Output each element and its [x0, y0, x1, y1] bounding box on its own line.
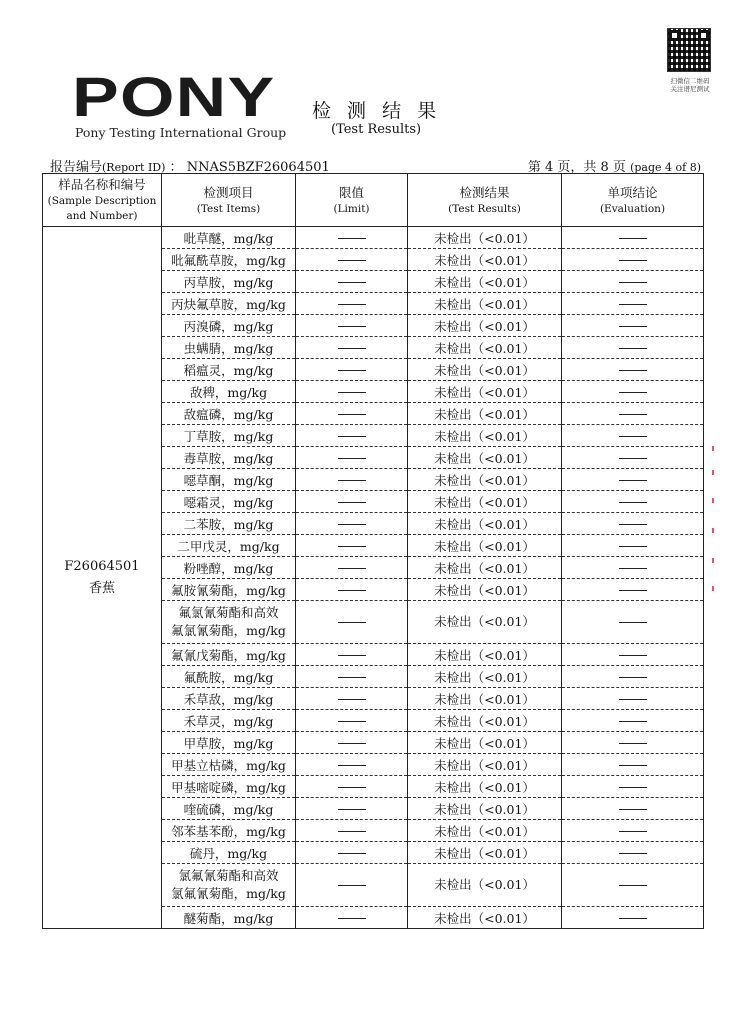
limit-value	[296, 293, 408, 315]
limit-value	[296, 754, 408, 776]
limit-value	[296, 601, 408, 644]
evaluation	[562, 381, 704, 403]
evaluation	[562, 907, 704, 929]
test-item: 甲草胺，mg/kg	[162, 732, 296, 754]
evaluation	[562, 425, 704, 447]
evaluation	[562, 864, 704, 907]
test-result: 未检出（<0.01）	[408, 579, 562, 601]
sample-cell	[43, 227, 162, 929]
test-result: 未检出（<0.01）	[408, 513, 562, 535]
limit-value	[296, 491, 408, 513]
test-item: 氟胺氰菊酯，mg/kg	[162, 579, 296, 601]
test-result: 未检出（<0.01）	[408, 359, 562, 381]
limit-value	[296, 666, 408, 688]
table-header-row	[43, 174, 704, 227]
limit-value	[296, 535, 408, 557]
test-result: 未检出（<0.01）	[408, 864, 562, 907]
test-result: 未检出（<0.01）	[408, 842, 562, 864]
evaluation	[562, 601, 704, 644]
test-result: 未检出（<0.01）	[408, 249, 562, 271]
report-id-separator: ：	[169, 160, 183, 175]
evaluation	[562, 842, 704, 864]
test-result: 未检出（<0.01）	[408, 425, 562, 447]
limit-value	[296, 776, 408, 798]
test-result: 未检出（<0.01）	[408, 403, 562, 425]
test-result: 未检出（<0.01）	[408, 798, 562, 820]
evaluation	[562, 754, 704, 776]
test-item: 丙炔氟草胺，mg/kg	[162, 293, 296, 315]
limit-value	[296, 688, 408, 710]
limit-value	[296, 820, 408, 842]
evaluation	[562, 315, 704, 337]
limit-value	[296, 644, 408, 666]
test-item: 禾草灵，mg/kg	[162, 710, 296, 732]
evaluation	[562, 732, 704, 754]
limit-value	[296, 403, 408, 425]
table-row	[43, 227, 704, 249]
page-number-en: (page 4 of 8)	[630, 161, 701, 174]
test-item: 氟氰戊菊酯，mg/kg	[162, 644, 296, 666]
qr-caption: 扫微信二维码 关注谱尼测试	[670, 77, 710, 93]
page-number-cn: 第 4 页，共 8 页	[527, 160, 626, 175]
evaluation	[562, 359, 704, 381]
limit-value	[296, 732, 408, 754]
test-item: 硫丹，mg/kg	[162, 842, 296, 864]
evaluation	[562, 688, 704, 710]
logo-wordmark: PONY	[72, 65, 276, 128]
test-item: 禾草敌，mg/kg	[162, 688, 296, 710]
limit-value	[296, 227, 408, 249]
report-id-value: NNAS5BZF26064501	[186, 160, 330, 175]
test-result: 未检出（<0.01）	[408, 381, 562, 403]
test-item: 吡草醚，mg/kg	[162, 227, 296, 249]
evaluation	[562, 557, 704, 579]
limit-value	[296, 381, 408, 403]
test-result: 未检出（<0.01）	[408, 469, 562, 491]
test-result: 未检出（<0.01）	[408, 227, 562, 249]
evaluation	[562, 249, 704, 271]
evaluation	[562, 579, 704, 601]
test-result: 未检出（<0.01）	[408, 907, 562, 929]
test-result: 未检出（<0.01）	[408, 601, 562, 644]
test-item: 二甲戊灵，mg/kg	[162, 535, 296, 557]
limit-value	[296, 798, 408, 820]
test-result: 未检出（<0.01）	[408, 776, 562, 798]
test-result: 未检出（<0.01）	[408, 666, 562, 688]
test-result: 未检出（<0.01）	[408, 535, 562, 557]
evaluation	[562, 535, 704, 557]
scan-artifact-marks	[712, 440, 718, 600]
limit-value	[296, 359, 408, 381]
results-table	[42, 173, 704, 929]
test-item: 虫螨腈，mg/kg	[162, 337, 296, 359]
evaluation	[562, 227, 704, 249]
limit-value	[296, 447, 408, 469]
evaluation	[562, 776, 704, 798]
test-item: 甲基嘧啶磷，mg/kg	[162, 776, 296, 798]
test-result: 未检出（<0.01）	[408, 337, 562, 359]
header-sample: 样品名称和编号 (Sample Description and Number)	[43, 174, 162, 227]
limit-value	[296, 710, 408, 732]
test-result: 未检出（<0.01）	[408, 688, 562, 710]
evaluation	[562, 710, 704, 732]
test-item: 噁草酮，mg/kg	[162, 469, 296, 491]
test-item: 氟酰胺，mg/kg	[162, 666, 296, 688]
test-item: 甲基立枯磷，mg/kg	[162, 754, 296, 776]
header-limit: 限值 (Limit)	[296, 174, 408, 227]
test-result: 未检出（<0.01）	[408, 754, 562, 776]
test-item: 二苯胺，mg/kg	[162, 513, 296, 535]
limit-value	[296, 579, 408, 601]
report-id-label: 报告编号	[50, 160, 103, 175]
limit-value	[296, 469, 408, 491]
test-item: 氯氟氰菊酯和高效 氯氟氰菊酯，mg/kg	[162, 864, 296, 907]
test-result: 未检出（<0.01）	[408, 271, 562, 293]
report-id-label-en: (Report ID)	[102, 161, 166, 174]
company-name: Pony Testing International Group	[75, 125, 287, 140]
test-item: 噁霜灵，mg/kg	[162, 491, 296, 513]
header-evaluation: 单项结论 (Evaluation)	[562, 174, 704, 227]
header-test-items: 检测项目 (Test Items)	[162, 174, 296, 227]
test-item: 敌瘟磷，mg/kg	[162, 403, 296, 425]
evaluation	[562, 513, 704, 535]
limit-value	[296, 425, 408, 447]
test-item: 稻瘟灵，mg/kg	[162, 359, 296, 381]
evaluation	[562, 666, 704, 688]
evaluation	[562, 469, 704, 491]
sample-name: 香蕉	[88, 580, 115, 596]
test-item: 丁草胺，mg/kg	[162, 425, 296, 447]
test-item: 丙草胺，mg/kg	[162, 271, 296, 293]
document-title-en: (Test Results)	[331, 122, 422, 137]
test-result: 未检出（<0.01）	[408, 447, 562, 469]
sample-id: F26064501	[64, 558, 140, 574]
limit-value	[296, 557, 408, 579]
limit-value	[296, 842, 408, 864]
evaluation	[562, 271, 704, 293]
test-item: 氟氯氰菊酯和高效 氟氯氰菊酯，mg/kg	[162, 601, 296, 644]
limit-value	[296, 249, 408, 271]
evaluation	[562, 403, 704, 425]
pony-logo	[72, 65, 276, 128]
limit-value	[296, 513, 408, 535]
limit-value	[296, 907, 408, 929]
limit-value	[296, 315, 408, 337]
test-result: 未检出（<0.01）	[408, 491, 562, 513]
test-result: 未检出（<0.01）	[408, 315, 562, 337]
evaluation	[562, 447, 704, 469]
test-item: 邻苯基苯酚，mg/kg	[162, 820, 296, 842]
header-test-results: 检测结果 (Test Results)	[408, 174, 562, 227]
evaluation	[562, 644, 704, 666]
limit-value	[296, 864, 408, 907]
limit-value	[296, 337, 408, 359]
evaluation	[562, 820, 704, 842]
qr-code	[667, 28, 711, 72]
evaluation	[562, 293, 704, 315]
limit-value	[296, 271, 408, 293]
test-item: 丙溴磷，mg/kg	[162, 315, 296, 337]
evaluation	[562, 798, 704, 820]
test-result: 未检出（<0.01）	[408, 710, 562, 732]
test-result: 未检出（<0.01）	[408, 732, 562, 754]
test-item: 毒草胺，mg/kg	[162, 447, 296, 469]
evaluation	[562, 491, 704, 513]
test-item: 敌稗，mg/kg	[162, 381, 296, 403]
test-item: 醚菊酯，mg/kg	[162, 907, 296, 929]
test-result: 未检出（<0.01）	[408, 557, 562, 579]
test-item: 粉唑醇，mg/kg	[162, 557, 296, 579]
test-item: 喹硫磷，mg/kg	[162, 798, 296, 820]
evaluation	[562, 337, 704, 359]
document-title: 检 测 结 果	[312, 100, 442, 122]
test-result: 未检出（<0.01）	[408, 644, 562, 666]
test-result: 未检出（<0.01）	[408, 820, 562, 842]
test-result: 未检出（<0.01）	[408, 293, 562, 315]
test-item: 吡氟酰草胺，mg/kg	[162, 249, 296, 271]
